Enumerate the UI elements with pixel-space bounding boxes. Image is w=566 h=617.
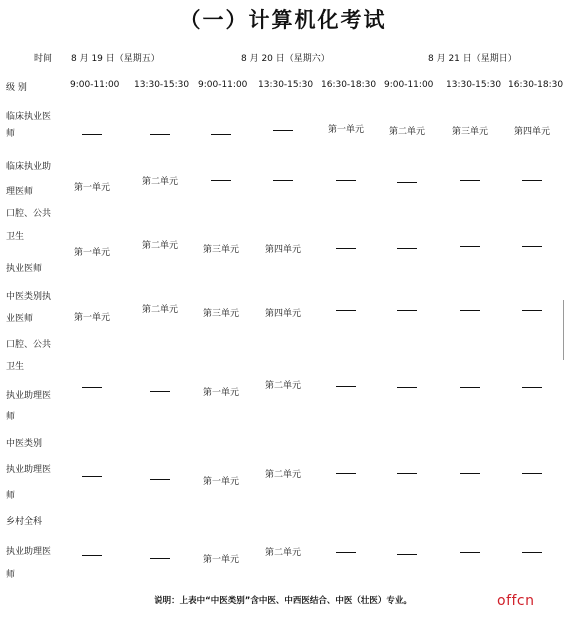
row-level-label: 乡村全科: [6, 517, 43, 527]
row-level-label: 卫生: [6, 232, 25, 242]
date-header-aug21: 8 月 21 日（星期日）: [428, 54, 517, 64]
row-level-label: 中医类别: [6, 439, 43, 449]
no-exam-dash: [397, 554, 417, 555]
no-exam-dash: [336, 310, 356, 311]
row-level-label: 中医类别执: [6, 292, 52, 302]
exam-unit-cell: 第一单元: [327, 125, 365, 135]
exam-unit-cell: 第二单元: [264, 548, 302, 558]
time-slot-header: 13:30-15:30: [446, 80, 502, 90]
row-level-label: 理医师: [6, 187, 34, 197]
row-level-label: 口腔、公共: [6, 209, 52, 219]
exam-unit-cell: 第二单元: [141, 305, 179, 315]
no-exam-dash: [460, 387, 480, 388]
no-exam-dash: [82, 134, 102, 135]
edge-divider: [563, 300, 564, 360]
no-exam-dash: [82, 476, 102, 477]
row-level-label: 执业助理医: [6, 547, 52, 557]
time-slot-header: 16:30-18:30: [321, 80, 377, 90]
no-exam-dash: [397, 248, 417, 249]
offcn-watermark-logo: offcn: [497, 593, 535, 609]
row-level-label: 执业医师: [6, 264, 43, 274]
no-exam-dash: [522, 473, 542, 474]
exam-unit-cell: 第一单元: [202, 555, 240, 565]
row-level-label: 师: [6, 412, 16, 422]
no-exam-dash: [397, 310, 417, 311]
exam-unit-cell: 第二单元: [264, 470, 302, 480]
exam-unit-cell: 第三单元: [451, 127, 489, 137]
no-exam-dash: [82, 555, 102, 556]
no-exam-dash: [522, 552, 542, 553]
row-level-label: 执业助理医: [6, 391, 52, 401]
no-exam-dash: [460, 310, 480, 311]
exam-unit-cell: 第四单元: [513, 127, 551, 137]
exam-unit-cell: 第二单元: [141, 241, 179, 251]
row-level-label: 执业助理医: [6, 465, 52, 475]
no-exam-dash: [460, 246, 480, 247]
time-slot-header: 16:30-18:30: [508, 80, 564, 90]
date-header-aug19: 8 月 19 日（星期五）: [71, 54, 160, 64]
time-slot-header: 13:30-15:30: [134, 80, 190, 90]
level-header-label: 级 别: [6, 83, 27, 93]
no-exam-dash: [336, 473, 356, 474]
exam-unit-cell: 第一单元: [73, 248, 111, 258]
row-level-label: 口腔、公共: [6, 340, 52, 350]
footnote: 说明：上表中“中医类别”含中医、中西医结合、中医（壮医）专业。: [154, 596, 412, 606]
no-exam-dash: [82, 387, 102, 388]
no-exam-dash: [150, 479, 170, 480]
no-exam-dash: [336, 248, 356, 249]
time-header-label: 时间: [34, 54, 53, 64]
no-exam-dash: [522, 246, 542, 247]
no-exam-dash: [522, 180, 542, 181]
no-exam-dash: [273, 130, 293, 131]
no-exam-dash: [397, 182, 417, 183]
time-slot-header: 9:00-11:00: [198, 80, 248, 90]
exam-unit-cell: 第一单元: [73, 313, 111, 323]
exam-unit-cell: 第一单元: [202, 388, 240, 398]
exam-unit-cell: 第一单元: [73, 183, 111, 193]
no-exam-dash: [150, 134, 170, 135]
no-exam-dash: [336, 386, 356, 387]
exam-unit-cell: 第二单元: [264, 381, 302, 391]
time-slot-header: 9:00-11:00: [384, 80, 434, 90]
exam-unit-cell: 第二单元: [141, 177, 179, 187]
no-exam-dash: [460, 180, 480, 181]
no-exam-dash: [336, 552, 356, 553]
no-exam-dash: [336, 180, 356, 181]
no-exam-dash: [460, 473, 480, 474]
time-slot-header: 9:00-11:00: [70, 80, 120, 90]
no-exam-dash: [273, 180, 293, 181]
date-header-aug20: 8 月 20 日（星期六）: [241, 54, 330, 64]
row-level-label: 师: [6, 491, 16, 501]
row-level-label: 临床执业医: [6, 112, 52, 122]
no-exam-dash: [397, 387, 417, 388]
row-level-label: 临床执业助: [6, 162, 52, 172]
no-exam-dash: [460, 552, 480, 553]
exam-unit-cell: 第三单元: [202, 309, 240, 319]
row-level-label: 师: [6, 570, 16, 580]
exam-unit-cell: 第四单元: [264, 309, 302, 319]
exam-unit-cell: 第四单元: [264, 245, 302, 255]
row-level-label: 师: [6, 129, 16, 139]
exam-unit-cell: 第三单元: [202, 245, 240, 255]
page-title: （一）计算机化考试: [179, 8, 387, 32]
no-exam-dash: [150, 558, 170, 559]
no-exam-dash: [522, 310, 542, 311]
exam-unit-cell: 第一单元: [202, 477, 240, 487]
no-exam-dash: [211, 180, 231, 181]
no-exam-dash: [522, 387, 542, 388]
time-slot-header: 13:30-15:30: [258, 80, 314, 90]
no-exam-dash: [211, 134, 231, 135]
row-level-label: 卫生: [6, 362, 25, 372]
row-level-label: 业医师: [6, 314, 34, 324]
exam-unit-cell: 第二单元: [388, 127, 426, 137]
no-exam-dash: [150, 391, 170, 392]
no-exam-dash: [397, 473, 417, 474]
